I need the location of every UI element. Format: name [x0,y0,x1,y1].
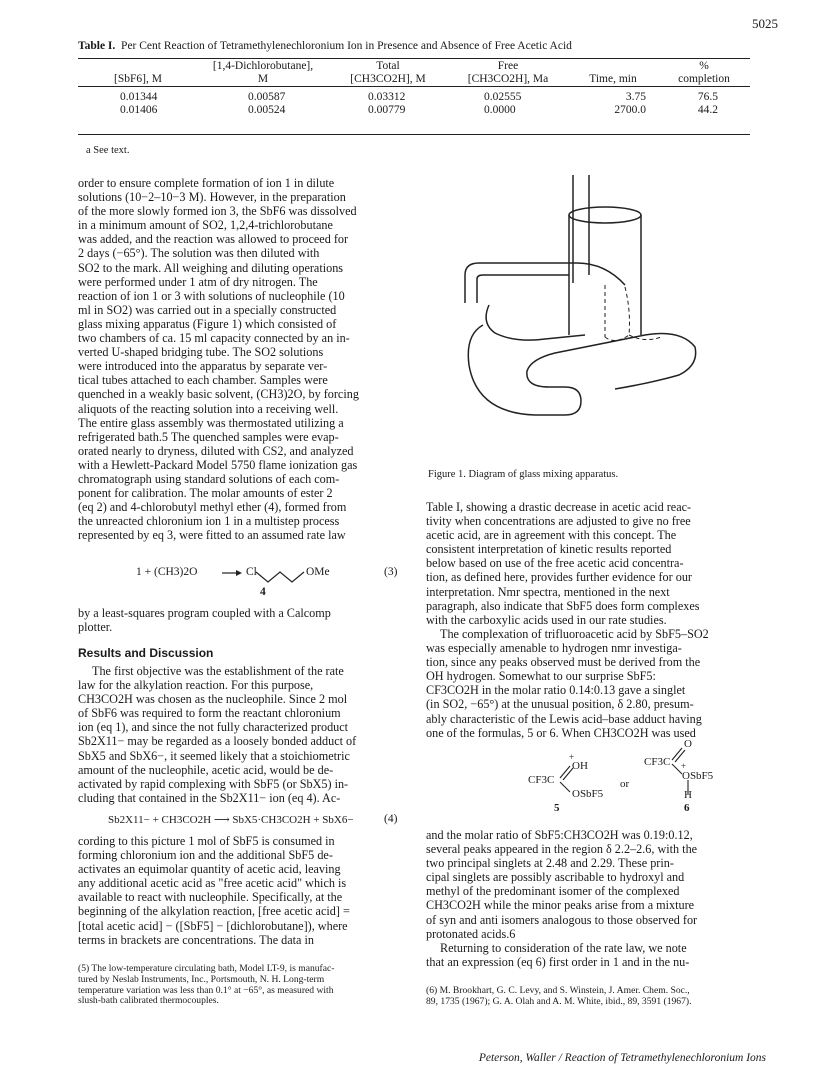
text-line: cipal singlets are possibly ascribable to hydroxyl and [426,870,685,885]
text-line: tical tubes attached to each chamber. Samples were [78,373,328,388]
equation-3-ome: OMe [306,566,330,578]
text-line: with the carboxylic acids used in our rate studies. [426,612,667,627]
text-line: Table I, showing a drastic decrease in acetic acid reac- [426,500,692,514]
text-line: protonated acids.6 [426,926,516,941]
page-number: 5025 [752,16,778,31]
left-paragraph-3 [78,664,404,805]
left-paragraph-4 [78,834,404,947]
right-paragraph-4 [426,941,752,969]
text-line: SO2 to the mark. All weighing and diluting operations [78,260,344,275]
table-cell: 0.0000 [484,104,516,116]
text-line: tion, since any peaks observed must be derived from the [426,655,701,670]
footnote-line: 89, 1735 (1967); G. A. Olah and A. M. White, ibid., 89, 3591 (1967). [426,995,692,1007]
text-line: (eq 2) and 4-chlorobutyl methyl ether (4), formed from [78,500,347,515]
table-row [78,91,750,104]
text-line: ably characteristic of the Lewis acid–base adduct having [426,711,702,726]
text-line: was added, and the reaction was allowed to proceed for [78,232,349,247]
text-line: terms in brackets are concentrations. The data in [78,932,314,947]
text-line: chromatograph using standard solutions of each com- [78,471,340,486]
text-line: cording to this picture 1 mol of SbF5 is consumed in [78,834,335,848]
text-line: orated nearly to dryness, diluted with CS2, and analyzed [78,443,354,458]
table-cell: 44.2 [697,104,718,116]
table-cell: 0.00587 [248,91,286,103]
footnote-5 [78,964,404,1007]
text-line: 2 days (−65°). The solution was then diluted with [78,246,320,261]
text-line: order to ensure complete formation of ion 1 in dilute [78,176,335,190]
text-line: with a Hewlett-Packard Model 5750 flame ionization gas [78,457,358,472]
structure-5-label: 5 [554,802,560,814]
table-header-top [78,60,198,73]
text-line: represented by eq 3, were fitted to an assumed rate law [78,528,346,543]
text-line: activated by rapid complexing with SbF5 (or SbX5) in- [78,776,349,791]
table-bottom-rule [78,134,750,135]
table-header-bottom: [SbF6], M [114,73,162,85]
footnote-line: (6) M. Brookhart, G. C. Levy, and S. Winstein, J. Amer. Chem. Soc., [426,985,690,996]
table-header-bottom: [CH3CO2H], Ma [467,73,549,85]
table-cell: 0.00779 [368,104,406,116]
equation-3-reactants: 1 + (CH3)2O [136,566,198,578]
table-cell: 76.5 [697,91,718,103]
text-line: CH3CO2H while the minor peaks arise from a mixture [426,898,695,913]
table-1 [78,60,750,117]
text-line: below based on use of the free acetic acid concentra- [426,556,684,571]
text-line: tion, as defined here, provides further evidence for our [426,570,692,585]
text-line: paragraph, also indicate that SbF5 does form complexes [426,598,700,613]
text-line: the unreacted chloronium ion 1 in a multistep process [78,514,340,529]
text-line: acetic acid, are in agreement with this concept. The [426,528,677,543]
table-top-rule [78,58,750,59]
left-paragraph-2 [78,606,404,634]
text-line: were introduced into the apparatus by separate ver- [78,359,328,374]
text-line: quenched in a weakly basic solvent, (CH3)2O, by forcing [78,387,359,402]
table-footnote: a See text. [86,145,130,156]
running-footer: Peterson, Waller / Reaction of Tetramethylenechloronium Ions [478,1052,766,1064]
footnote-line: temperature variation was less than 0.1° at −65°, as measured with [78,984,334,996]
text-line: reaction of ion 1 or 3 with solutions of nucleophile (10 [78,288,345,303]
text-line: OH hydrogen. Somewhat to our surprise SbF5: [426,669,656,684]
table-header-bottom: M [257,73,269,85]
text-line: The first objective was the establishment of the rate [92,664,344,678]
text-line: [total acetic acid] − ([SbF5] − [dichlorobutane]), where [78,918,348,933]
text-line: Sb2X11− may be regarded as a loosely bonded adduct of [78,734,357,749]
text-line: interpretation. Nmr spectra, mentioned in the next [426,584,670,599]
footnote-line: tured by Neslab Instruments, Inc., Portsmouth, N. H. Long-term [78,973,325,985]
table-cell: 0.02555 [484,91,522,103]
structure-6-o: O [684,738,692,750]
table-caption-label: Table I. [78,40,116,52]
footnote-6 [426,986,752,1008]
structure-6-h: H [684,789,692,801]
structure-or: or [620,778,630,790]
table-cell: 2700.0 [614,104,646,116]
text-line: consistent interpretation of kinetic results reported [426,542,672,557]
text-line: CF3CO2H in the molar ratio 0.14:0.13 gave a singlet [426,683,686,698]
table-header-bottom: Time, min [589,73,637,85]
table-row [78,104,750,117]
table-cell: 0.01406 [120,104,158,116]
table-header-bottom: completion [678,73,730,85]
text-line: by a least-squares program coupled with a Calcomp [78,606,331,620]
table-header-top [568,60,658,73]
text-line: Returning to consideration of the rate law, we note [440,941,687,955]
text-line: several peaks appeared in the region δ 2.2–2.6, with the [426,842,698,857]
text-line: available to react with nucleophile. Specifically, at the [78,890,343,905]
text-line: was especially amenable to hydrogen nmr investiga- [426,641,682,656]
text-line: solutions (10−2–10−3 M). However, in the preparation [78,190,346,205]
text-line: in a minimum amount of SO2, 1,2,4-trichlorobutane [78,218,333,233]
equation-3-label: 4 [260,586,266,598]
equation-4: Sb2X11− + CH3CO2H ⟶ SbX5·CH3CO2H + SbX6− [108,814,354,826]
text-line: (in SO2, −65°) at the unusual position, δ 2.80, presum- [426,697,694,712]
text-line: two principal singlets at 2.48 and 2.29. These prin- [426,856,674,871]
equation-4-number: (4) [384,813,398,825]
text-line: CH3CO2H was chosen as the nucleophile. Since 2 mol [78,692,348,707]
table-header-bottom: [CH3CO2H], M [350,73,426,85]
text-line: ml in SO2) was carried out in a specially constructed [78,302,337,317]
text-line: law for the alkylation reaction. For this purpose, [78,678,314,693]
structure-6-cf3c: CF3C [644,756,671,768]
section-heading: Results and Discussion [78,646,214,660]
table-caption [78,40,572,52]
table-header-top: [1,4-Dichlorobutane], [212,60,314,72]
text-line: ponent for calibration. The molar amounts of ester 2 [78,486,333,501]
text-line: The complexation of trifluoroacetic acid by SbF5–SO2 [440,627,709,641]
text-line: verted U-shaped bridging tube. The SO2 solutions [78,345,324,360]
table-cell: 0.00524 [248,104,286,116]
table-header-top: % [699,60,709,72]
glass-apparatus-diagram [455,175,705,455]
table-header-top: Total [376,60,400,72]
structure-5-plus: + [569,752,575,762]
text-line: SbX5 and SbX6−, it seemed likely that a stoichiometric [78,748,350,763]
text-line: tivity when concentrations are adjusted to give no free [426,514,691,529]
text-line: glass mixing apparatus (Figure 1) which consisted of [78,316,337,331]
table-cell: 0.01344 [120,91,158,103]
text-line: one of the formulas, 5 or 6. When CH3CO2H was used [426,725,696,740]
text-line: refrigerated bath.5 The quenched samples were evap- [78,429,339,444]
right-paragraph-3 [426,828,752,941]
equation-3-number: (3) [384,566,398,578]
table-header-top: Free [497,60,519,72]
text-line: plotter. [78,620,113,635]
text-line: of SbF6 was required to form the reactant chloronium [78,706,341,721]
text-line: of the more slowly formed ion 3, the SbF6 was dissolved [78,204,357,219]
table-cell: 0.03312 [368,91,406,103]
text-line: ion (eq 1), and since the not fully characterized product [78,720,349,735]
text-line: The entire glass assembly was thermostated utilizing a [78,415,344,430]
structure-6-plus: + [681,761,687,771]
text-line: amount of the nucleophile, acetic acid, would be de- [78,762,334,777]
right-paragraph-2 [426,627,752,740]
figure-caption: Figure 1. Diagram of glass mixing apparatus. [428,469,619,480]
text-line: that an expression (eq 6) first order in 1 and in the nu- [426,955,690,970]
structure-6-label: 6 [684,802,690,814]
structure-5-cf3c: CF3C [528,774,555,786]
text-line: aliquots of the reacting solution into a receiving well. [78,401,339,416]
structure-6-osbf5: OSbF5 [682,770,714,782]
table-caption-text: Per Cent Reaction of Tetramethylenechloronium Ion in Presence and Absence of Free Acetic Acid [121,40,572,52]
text-line: methyl of the predominant isomer of the complexed [426,884,680,899]
text-line: forming chloronium ion and the additional SbF5 de- [78,848,333,863]
table-cell: 3.75 [625,91,646,103]
left-paragraph-1 [78,176,404,542]
text-line: activates an equimolar quantity of acetic acid, leaving [78,862,341,877]
right-paragraph-1 [426,500,752,627]
text-line: and the molar ratio of SbF5:CH3CO2H was 0.19:0.12, [426,828,693,842]
text-line: cluding that contained in the Sb2X11− ion (eq 4). Ac- [78,790,341,805]
structure-5-oh: OH [572,760,588,772]
text-line: beginning of the alkylation reaction, [free acetic acid] = [78,904,350,919]
equation-3-cl: Cl [246,566,257,578]
text-line: of syn and anti isomers analogous to those observed for [426,912,698,927]
text-line: two chambers of ca. 15 ml capacity connected by an in- [78,331,350,346]
structure-5-osbf5: OSbF5 [572,788,604,800]
footnote-line: slush-bath calibrated thermocouples. [78,995,219,1007]
text-line: were performed under 1 atm of dry nitrogen. The [78,274,318,289]
text-line: any additional acetic acid as "free acetic acid" which is [78,876,347,891]
footnote-line: (5) The low-temperature circulating bath, Model LT-9, is manufac- [78,963,335,974]
